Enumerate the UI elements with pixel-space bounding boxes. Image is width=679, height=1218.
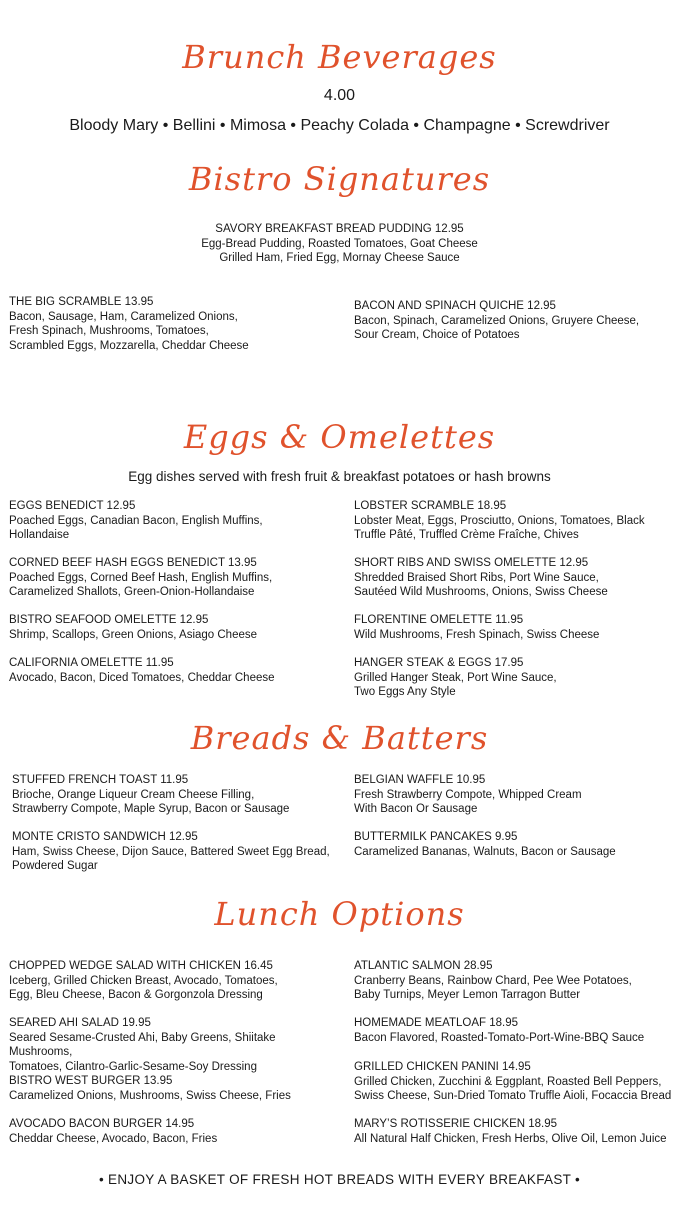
menu-item bbox=[9, 556, 339, 600]
item-name: ATLANTIC SALMON 28.95 bbox=[354, 960, 493, 972]
item-name: BISTRO SEAFOOD OMELETTE 12.95 bbox=[9, 614, 209, 626]
item-desc: Poached Eggs, Canadian Bacon, English Muffins, Hollandaise bbox=[9, 514, 263, 541]
item-desc: Grilled Hanger Steak, Port Wine Sauce, Two Eggs Any Style bbox=[354, 671, 557, 698]
beverage-list: Bloody Mary • Bellini • Mimosa • Peachy Colada • Champagne • Screwdriver bbox=[69, 117, 610, 134]
menu-item bbox=[9, 1117, 339, 1146]
item-desc: Wild Mushrooms, Fresh Spinach, Swiss Cheese bbox=[354, 628, 600, 641]
menu-item bbox=[9, 295, 339, 353]
menu-item bbox=[354, 1060, 674, 1104]
item-name: BUTTERMILK PANCAKES 9.95 bbox=[354, 831, 518, 843]
item-desc: Fresh Strawberry Compote, Whipped Cream With Bacon Or Sausage bbox=[354, 788, 582, 815]
menu-item bbox=[354, 1016, 674, 1045]
beverage-price: 4.00 bbox=[323, 87, 356, 104]
footer-note: • ENJOY A BASKET OF FRESH HOT BREADS WITH EVERY BREAKFAST • bbox=[98, 1172, 581, 1187]
item-desc: Shredded Braised Short Ribs, Port Wine Sauce, Sautéed Wild Mushrooms, Onions, Swiss Cheese bbox=[354, 571, 608, 598]
item-desc: Bacon, Spinach, Caramelized Onions, Gruyere Cheese, Sour Cream, Choice of Potatoes bbox=[354, 314, 640, 341]
item-desc: Brioche, Orange Liqueur Cream Cheese Filling, Strawberry Compote, Maple Syrup, Bacon or Sausage bbox=[12, 788, 290, 815]
menu-item bbox=[354, 556, 674, 600]
item-name: BACON AND SPINACH QUICHE 12.95 bbox=[354, 300, 556, 312]
menu-item bbox=[9, 499, 339, 543]
menu-item bbox=[0, 222, 679, 266]
item-name: THE BIG SCRAMBLE 13.95 bbox=[9, 296, 154, 308]
item-desc: Cranberry Beans, Rainbow Chard, Pee Wee Potatoes, Baby Turnips, Meyer Lemon Tarragon Butter bbox=[354, 974, 632, 1001]
menu-item bbox=[12, 830, 342, 874]
item-desc: Egg-Bread Pudding, Roasted Tomatoes, Goat Cheese Grilled Ham, Fried Egg, Mornay Cheese Sauce bbox=[201, 237, 478, 264]
item-desc: Shrimp, Scallops, Green Onions, Asiago Cheese bbox=[9, 628, 258, 641]
menu-item bbox=[9, 613, 339, 642]
menu-item bbox=[12, 773, 342, 817]
item-desc: Avocado, Bacon, Diced Tomatoes, Cheddar Cheese bbox=[9, 671, 275, 684]
item-desc: Poached Eggs, Corned Beef Hash, English Muffins, Caramelized Shallots, Green-Onion-Hollandaise bbox=[9, 571, 273, 598]
section-title-lunch: Lunch Options bbox=[214, 895, 465, 933]
menu-item bbox=[354, 959, 674, 1003]
item-desc: All Natural Half Chicken, Fresh Herbs, Olive Oil, Lemon Juice bbox=[354, 1132, 667, 1145]
item-name: SAVORY BREAKFAST BREAD PUDDING 12.95 bbox=[215, 223, 464, 235]
item-name: SHORT RIBS AND SWISS OMELETTE 12.95 bbox=[354, 557, 589, 569]
item-name: LOBSTER SCRAMBLE 18.95 bbox=[354, 500, 507, 512]
menu-item bbox=[354, 830, 674, 859]
menu-item bbox=[354, 656, 674, 700]
item-desc: Grilled Chicken, Zucchini & Eggplant, Roasted Bell Peppers, Swiss Cheese, Sun-Dried Tomato Truffle Aioli, Focaccia Bread bbox=[354, 1075, 672, 1102]
menu-item bbox=[354, 299, 674, 343]
item-desc: Cheddar Cheese, Avocado, Bacon, Fries bbox=[9, 1132, 218, 1145]
item-name: HANGER STEAK & EGGS 17.95 bbox=[354, 657, 524, 669]
menu-item bbox=[9, 656, 339, 685]
section-title-eggs: Eggs & Omelettes bbox=[183, 418, 496, 456]
menu-item bbox=[354, 1117, 674, 1146]
item-name: MONTE CRISTO SANDWICH 12.95 bbox=[12, 831, 198, 843]
item-name: FLORENTINE OMELETTE 11.95 bbox=[354, 614, 524, 626]
item-name: AVOCADO BACON BURGER 14.95 bbox=[9, 1118, 195, 1130]
item-desc: Caramelized Onions, Mushrooms, Swiss Cheese, Fries bbox=[9, 1089, 291, 1102]
item-desc: Iceberg, Grilled Chicken Breast, Avocado, Tomatoes, Egg, Bleu Cheese, Bacon & Gorgonzola Dressing bbox=[9, 974, 278, 1001]
item-desc: Lobster Meat, Eggs, Prosciutto, Onions, Tomatoes, Black Truffle Pâté, Truffled Crème Fraîche, Chives bbox=[354, 514, 645, 541]
item-name: BELGIAN WAFFLE 10.95 bbox=[354, 774, 486, 786]
menu-item bbox=[354, 773, 674, 817]
item-name: STUFFED FRENCH TOAST 11.95 bbox=[12, 774, 189, 786]
menu-item bbox=[9, 1016, 339, 1074]
item-name: EGGS BENEDICT 12.95 bbox=[9, 500, 136, 512]
section-title-bistro: Bistro Signatures bbox=[188, 160, 491, 198]
menu-item bbox=[354, 613, 674, 642]
item-desc: Bacon Flavored, Roasted-Tomato-Port-Wine-BBQ Sauce bbox=[354, 1031, 645, 1044]
item-name: CHOPPED WEDGE SALAD WITH CHICKEN 16.45 bbox=[9, 960, 273, 972]
item-desc: Seared Sesame-Crusted Ahi, Baby Greens, Shiitake Mushrooms, Tomatoes, Cilantro-Garlic-Sesame-Soy Dressing bbox=[9, 1031, 276, 1073]
item-name: CALIFORNIA OMELETTE 11.95 bbox=[9, 657, 174, 669]
section-title-beverages: Brunch Beverages bbox=[182, 38, 497, 76]
item-desc: Caramelized Bananas, Walnuts, Bacon or Sausage bbox=[354, 845, 616, 858]
item-name: HOMEMADE MEATLOAF 18.95 bbox=[354, 1017, 519, 1029]
item-name: GRILLED CHICKEN PANINI 14.95 bbox=[354, 1061, 531, 1073]
item-name: MARY’S ROTISSERIE CHICKEN 18.95 bbox=[354, 1118, 558, 1130]
item-name: BISTRO WEST BURGER 13.95 bbox=[9, 1075, 173, 1087]
item-name: CORNED BEEF HASH EGGS BENEDICT 13.95 bbox=[9, 557, 257, 569]
menu-item bbox=[9, 1074, 339, 1103]
section-title-breads: Breads & Batters bbox=[190, 719, 489, 757]
item-desc: Ham, Swiss Cheese, Dijon Sauce, Battered Sweet Egg Bread, Powdered Sugar bbox=[12, 845, 330, 872]
eggs-subtitle: Egg dishes served with fresh fruit & breakfast potatoes or hash browns bbox=[128, 469, 551, 484]
item-name: SEARED AHI SALAD 19.95 bbox=[9, 1017, 151, 1029]
menu-item bbox=[354, 499, 674, 543]
item-desc: Bacon, Sausage, Ham, Caramelized Onions, Fresh Spinach, Mushrooms, Tomatoes, Scrambled Eggs, Mozzarella, Cheddar Cheese bbox=[9, 310, 249, 352]
menu-item bbox=[9, 959, 339, 1003]
